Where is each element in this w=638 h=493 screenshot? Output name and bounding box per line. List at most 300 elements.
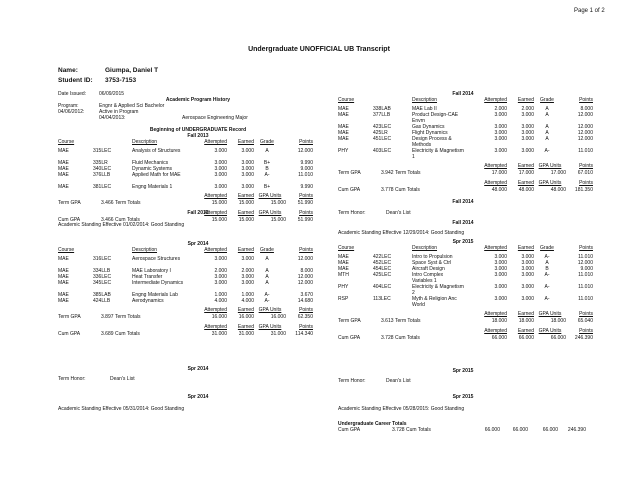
course-description: Design Process & Methods — [412, 136, 452, 148]
academic-standing: Academic Standing Effective 05/28/2015: Good Standing — [338, 406, 465, 412]
course-points: 9.990 — [300, 184, 313, 190]
term-heading: Spr 2014 — [187, 241, 209, 247]
course-attempted: 3.000 — [494, 266, 507, 272]
course-points: 12.000 — [577, 136, 593, 142]
course-points: 11.010 — [578, 296, 593, 302]
col-points: Points — [579, 311, 593, 317]
course-attempted: 1.000 — [214, 292, 227, 298]
term-totals-label: Term Totals — [115, 200, 141, 206]
course-description: Myth & Religion Anc World — [412, 296, 457, 308]
course-grade: A — [545, 112, 549, 118]
course-description: Engng Materials 1 — [132, 184, 173, 190]
course-subject: MAE — [58, 292, 69, 298]
course-earned: 2.000 — [521, 106, 534, 112]
academic-standing: Academic Standing Effective 01/02/2014: Good Standing — [58, 222, 185, 228]
cum-gpa-label: Cum GPA — [58, 217, 81, 223]
term-attempted: 16.000 — [211, 314, 227, 320]
col-earned: Earned — [237, 193, 254, 199]
cum-gpa: 3.466 — [101, 217, 114, 223]
cum-attempted: 31.000 — [211, 331, 227, 337]
course-grade: B — [545, 266, 549, 272]
col-attempted: Attempted — [484, 97, 507, 103]
course-subject: MAE — [58, 256, 69, 262]
course-earned: 3.000 — [521, 112, 534, 118]
col-attempted: Attempted — [204, 324, 227, 330]
course-subject: MAE — [58, 184, 69, 190]
cum-totals-label: Cum Totals — [115, 331, 140, 337]
cum-gpa-units: 31.000 — [270, 331, 286, 337]
course-earned: 3.000 — [241, 160, 254, 166]
cum-gpa-units: 66.000 — [550, 335, 566, 341]
course-grade: A- — [264, 292, 270, 298]
cum-earned: 48.000 — [518, 187, 534, 193]
course-attempted: 3.000 — [494, 284, 507, 290]
col-earned: Earned — [517, 328, 534, 334]
course-subject: MAE — [58, 280, 69, 286]
course-grade: A — [545, 260, 549, 266]
course-points: 14.680 — [297, 298, 313, 304]
course-earned: 3.000 — [521, 148, 534, 154]
col-description: Description — [412, 245, 438, 251]
course-description: MAE Lab II — [412, 106, 437, 112]
term-earned: 17.000 — [518, 170, 534, 176]
course-number: 336LEC — [93, 274, 112, 280]
col-attempted: Attempted — [204, 193, 227, 199]
cum-totals-label: Cum Totals — [115, 217, 140, 223]
col-description: Description — [412, 97, 438, 103]
course-subject: MAE — [58, 172, 69, 178]
course-earned: 3.000 — [241, 184, 254, 190]
course-description: Space Syst & Ctrl — [412, 260, 452, 266]
course-grade: A — [545, 106, 549, 112]
cum-totals-label: Cum Totals — [395, 187, 420, 193]
course-number: 452LEC — [373, 260, 392, 266]
course-attempted: 2.000 — [494, 106, 507, 112]
course-description: Analysis of Structures — [132, 148, 181, 154]
term-gpa-units: 15.000 — [270, 200, 286, 206]
cum-points: 181.350 — [574, 187, 593, 193]
col-earned: Earned — [237, 210, 254, 216]
course-attempted: 3.000 — [214, 172, 227, 178]
col-gpa-units: GPA Units — [258, 210, 282, 216]
course-description: Aircraft Design — [412, 266, 445, 272]
col-points: Points — [579, 163, 593, 169]
term-heading: Spr 2015 — [452, 239, 474, 245]
cum-gpa-label: Cum GPA — [338, 187, 361, 193]
course-attempted: 3.000 — [214, 280, 227, 286]
course-subject: MAE — [58, 166, 69, 172]
course-earned: 4.000 — [241, 298, 254, 304]
term-attempted: 17.000 — [491, 170, 507, 176]
course-points: 9.000 — [580, 266, 593, 272]
term-gpa-units: 16.000 — [270, 314, 286, 320]
course-points: 12.000 — [297, 148, 313, 154]
course-grade: B+ — [263, 184, 271, 190]
student-id-label: Student ID: — [58, 77, 93, 84]
course-number: 376LLB — [93, 172, 111, 178]
term-honor: Dean's List — [386, 378, 411, 384]
col-attempted: Attempted — [204, 210, 227, 216]
col-attempted: Attempted — [484, 180, 507, 186]
course-points: 8.000 — [300, 268, 313, 274]
cum-gpa: 3.778 — [381, 187, 394, 193]
career-cum-gpa: 3.728 — [392, 427, 405, 433]
date-issued-label: Date Issued: — [58, 91, 87, 97]
program-history-title: Academic Program History — [165, 97, 231, 103]
course-grade: A — [265, 274, 269, 280]
course-description: Applied Math for MAE — [132, 172, 181, 178]
course-points: 11.010 — [578, 272, 593, 278]
course-number: 335LR — [93, 160, 108, 166]
course-number: 113LEC — [373, 296, 391, 302]
col-gpa-units: GPA Units — [538, 180, 562, 186]
col-course: Course — [58, 139, 75, 145]
course-points: 12.000 — [577, 260, 593, 266]
course-description: Dynamic Systems — [132, 166, 173, 172]
term-footer: Fall 2014 — [452, 220, 474, 226]
course-earned: 3.000 — [521, 272, 534, 278]
col-grade: Grade — [260, 139, 274, 145]
term-heading: Fall 2014 — [452, 91, 474, 97]
course-grade: A — [265, 148, 269, 154]
career-totals-title: Undergraduate Career Totals — [338, 421, 407, 427]
course-points: 11.010 — [578, 284, 593, 290]
course-subject: MAE — [338, 124, 349, 130]
course-number: 315LEC — [93, 148, 112, 154]
program-date-2: 04/04/2013: — [99, 115, 126, 121]
term-earned: 16.000 — [238, 314, 254, 320]
course-grade: A- — [264, 298, 270, 304]
course-attempted: 3.000 — [494, 112, 507, 118]
term-heading: Fall 2013 — [187, 133, 209, 139]
course-attempted: 2.000 — [214, 268, 227, 274]
col-points: Points — [299, 324, 313, 330]
cum-gpa-units: 48.000 — [550, 187, 566, 193]
course-earned: 3.000 — [241, 274, 254, 280]
course-grade: A — [545, 136, 549, 142]
col-course: Course — [338, 245, 355, 251]
term-gpa-label: Term GPA — [58, 314, 81, 320]
course-grade: A — [265, 268, 269, 274]
course-description: Gas Dynamics — [412, 124, 445, 130]
course-description: Engng Materials Lab — [132, 292, 178, 298]
course-points: 11.010 — [298, 172, 313, 178]
page-number: Page 1 of 2 — [574, 8, 605, 14]
course-grade: A — [545, 124, 549, 130]
course-subject: MAE — [338, 254, 349, 260]
course-earned: 3.000 — [521, 136, 534, 142]
col-gpa-units: GPA Units — [258, 193, 282, 199]
course-grade: A — [265, 256, 269, 262]
col-description: Description — [132, 139, 158, 145]
program-status-1: Active in Program — [99, 109, 139, 115]
term-gpa: 3.613 — [381, 318, 394, 324]
course-points: 12.000 — [297, 256, 313, 262]
course-points: 12.000 — [297, 280, 313, 286]
course-earned: 3.000 — [521, 130, 534, 136]
col-earned: Earned — [237, 307, 254, 313]
course-number: 340LEC — [93, 166, 112, 172]
course-grade: A- — [544, 254, 550, 260]
col-gpa-units: GPA Units — [538, 311, 562, 317]
career-attempted: 66.000 — [484, 427, 500, 433]
cum-points: 51.990 — [297, 217, 313, 223]
col-description: Description — [132, 247, 158, 253]
col-gpa-units: GPA Units — [538, 163, 562, 169]
term-footer: Spr 2015 — [452, 368, 474, 374]
course-description: Electricity & Magnetism 2 — [412, 284, 464, 296]
col-grade: Grade — [260, 247, 274, 253]
course-description: Intro to Propulsion — [412, 254, 453, 260]
student-id: 3753-7153 — [105, 77, 137, 84]
term-heading: Spr 2014 — [187, 394, 209, 400]
course-description: Product Design-CAE Envrn — [412, 112, 459, 124]
term-honor: Dean's List — [110, 376, 135, 382]
term-gpa: 3.466 — [101, 200, 114, 206]
course-attempted: 3.000 — [494, 254, 507, 260]
term-attempted: 18.000 — [491, 318, 507, 324]
course-number: 338LAB — [373, 106, 391, 112]
term-honor-label: Term Honor: — [58, 376, 86, 382]
term-points: 67.010 — [577, 170, 593, 176]
term-gpa: 3.942 — [381, 170, 394, 176]
program-date-1: 04/06/2012: — [58, 109, 85, 115]
course-points: 12.000 — [297, 274, 313, 280]
col-attempted: Attempted — [484, 163, 507, 169]
course-number: 381LEC — [93, 184, 112, 190]
term-gpa-label: Term GPA — [338, 170, 361, 176]
course-attempted: 3.000 — [214, 148, 227, 154]
course-earned: 3.000 — [521, 260, 534, 266]
course-grade: A — [265, 280, 269, 286]
course-attempted: 3.000 — [494, 272, 507, 278]
col-attempted: Attempted — [484, 311, 507, 317]
course-points: 8.000 — [580, 106, 593, 112]
course-attempted: 3.000 — [214, 160, 227, 166]
course-grade: A- — [544, 148, 550, 154]
career-points: 246.390 — [567, 427, 586, 433]
course-earned: 3.000 — [241, 172, 254, 178]
course-subject: MAE — [338, 112, 349, 118]
cum-gpa-label: Cum GPA — [58, 331, 81, 337]
col-attempted: Attempted — [204, 307, 227, 313]
course-attempted: 3.000 — [494, 148, 507, 154]
cum-gpa: 3.689 — [101, 331, 114, 337]
course-attempted: 3.000 — [214, 274, 227, 280]
course-subject: MAE — [58, 268, 69, 274]
name-label: Name: — [58, 67, 78, 74]
course-number: 422LEC — [373, 254, 392, 260]
col-earned: Earned — [517, 311, 534, 317]
cum-totals-label: Cum Totals — [395, 335, 420, 341]
course-earned: 3.000 — [241, 166, 254, 172]
col-points: Points — [299, 247, 313, 253]
course-subject: PHY — [338, 284, 349, 290]
course-points: 9.000 — [300, 166, 313, 172]
course-number: 345LEC — [93, 280, 112, 286]
course-points: 11.010 — [578, 148, 593, 154]
col-points: Points — [579, 97, 593, 103]
term-totals-label: Term Totals — [395, 170, 421, 176]
course-description: Intro Complex Variables 1 — [412, 272, 444, 284]
date-issued: 06/09/2015 — [99, 91, 125, 97]
course-attempted: 4.000 — [214, 298, 227, 304]
col-course: Course — [58, 247, 75, 253]
term-totals-label: Term Totals — [395, 318, 421, 324]
course-subject: MAE — [338, 136, 349, 142]
career-gpa-units: 66.000 — [542, 427, 558, 433]
course-points: 12.000 — [577, 124, 593, 130]
course-attempted: 3.000 — [214, 256, 227, 262]
course-subject: MAE — [338, 106, 349, 112]
course-number: 334LLB — [93, 268, 111, 274]
course-earned: 3.000 — [241, 256, 254, 262]
col-course: Course — [338, 97, 355, 103]
col-points: Points — [299, 193, 313, 199]
beginning-record: Beginning of UNDERGRADUATE Record — [149, 127, 247, 133]
course-attempted: 3.000 — [494, 260, 507, 266]
course-subject: MAE — [338, 266, 349, 272]
career-earned: 66.000 — [512, 427, 528, 433]
course-number: 404LEC — [373, 284, 392, 290]
cum-attempted: 48.000 — [491, 187, 507, 193]
course-earned: 3.000 — [521, 254, 534, 260]
col-earned: Earned — [237, 247, 254, 253]
course-description: Aerospace Structures — [132, 256, 181, 262]
course-description: Fluid Mechanics — [132, 160, 169, 166]
course-earned: 3.000 — [521, 296, 534, 302]
term-totals-label: Term Totals — [115, 314, 141, 320]
course-description: Heat Transfer — [132, 274, 163, 280]
student-name: Giumpa, Daniel T — [105, 67, 159, 74]
col-points: Points — [579, 245, 593, 251]
course-number: 423LEC — [373, 124, 392, 130]
col-attempted: Attempted — [204, 247, 227, 253]
cum-points: 114.340 — [295, 331, 313, 337]
col-gpa-units: GPA Units — [258, 307, 282, 313]
course-grade: B — [265, 166, 269, 172]
cum-gpa-units: 15.000 — [270, 217, 286, 223]
program-plan-2: Aerospace Engineering Major — [182, 115, 248, 121]
cum-gpa-label: Cum GPA — [338, 335, 361, 341]
col-gpa-units: GPA Units — [258, 324, 282, 330]
course-earned: 3.000 — [241, 148, 254, 154]
course-number: 424LLB — [93, 298, 111, 304]
course-earned: 3.000 — [521, 266, 534, 272]
course-points: 12.000 — [577, 112, 593, 118]
term-honor-label: Term Honor: — [338, 210, 366, 216]
course-attempted: 3.000 — [494, 136, 507, 142]
course-grade: B+ — [263, 160, 271, 166]
course-attempted: 3.000 — [494, 296, 507, 302]
col-attempted: Attempted — [204, 139, 227, 145]
col-points: Points — [299, 210, 313, 216]
cum-gpa: 3.728 — [381, 335, 394, 341]
course-attempted: 3.000 — [214, 166, 227, 172]
course-subject: MAE — [58, 148, 69, 154]
course-grade: A- — [544, 284, 550, 290]
col-attempted: Attempted — [484, 328, 507, 334]
col-earned: Earned — [517, 163, 534, 169]
col-grade: Grade — [540, 245, 554, 251]
cum-attempted: 15.000 — [211, 217, 227, 223]
course-earned: 3.000 — [241, 280, 254, 286]
course-subject: PHY — [338, 148, 349, 154]
course-grade: A — [545, 130, 549, 136]
course-subject: RSP — [338, 296, 349, 302]
col-earned: Earned — [517, 97, 534, 103]
term-footer: Fall 2014 — [452, 199, 474, 205]
course-number: 316LEC — [93, 256, 112, 262]
course-description: Aerodynamics — [132, 298, 164, 304]
course-attempted: 3.000 — [494, 124, 507, 130]
document-title: Undergraduate UNOFFICIAL UB Transcript — [248, 46, 390, 53]
course-earned: 3.000 — [521, 284, 534, 290]
course-number: 403LEC — [373, 148, 392, 154]
cum-points: 246.390 — [574, 335, 593, 341]
course-grade: A- — [264, 172, 270, 178]
course-number: 377LLB — [373, 112, 391, 118]
academic-standing: Academic Standing Effective 05/31/2014: Good Standing — [58, 406, 185, 412]
cum-earned: 15.000 — [238, 217, 254, 223]
course-number: 385LAB — [93, 292, 111, 298]
term-points: 51.990 — [297, 200, 313, 206]
col-attempted: Attempted — [484, 245, 507, 251]
course-points: 3.670 — [300, 292, 313, 298]
course-points: 11.010 — [578, 254, 593, 260]
course-earned: 1.000 — [241, 292, 254, 298]
term-heading: Spr 2015 — [452, 394, 474, 400]
term-earned: 15.000 — [238, 200, 254, 206]
course-description: Electricity & Magnetism 1 — [412, 148, 464, 160]
course-earned: 2.000 — [241, 268, 254, 274]
cum-earned: 66.000 — [518, 335, 534, 341]
course-description: MAE Laboratory I — [132, 268, 171, 274]
course-subject: MTH — [338, 272, 349, 278]
course-grade: A- — [544, 296, 550, 302]
col-points: Points — [579, 180, 593, 186]
col-points: Points — [299, 139, 313, 145]
term-gpa-units: 17.000 — [550, 170, 566, 176]
course-attempted: 3.000 — [214, 184, 227, 190]
course-subject: MAE — [58, 274, 69, 280]
cum-earned: 31.000 — [238, 331, 254, 337]
course-description: Intermediate Dynamics — [132, 280, 184, 286]
cum-attempted: 66.000 — [491, 335, 507, 341]
term-footer: Fall 2013 — [187, 210, 209, 216]
col-earned: Earned — [237, 139, 254, 145]
course-number: 425LR — [373, 130, 388, 136]
course-attempted: 3.000 — [494, 130, 507, 136]
col-earned: Earned — [237, 324, 254, 330]
academic-standing: Academic Standing Effective 12/29/2014: Good Standing — [338, 230, 465, 236]
col-gpa-units: GPA Units — [538, 328, 562, 334]
term-gpa-label: Term GPA — [58, 200, 81, 206]
course-points: 9.990 — [300, 160, 313, 166]
term-footer: Spr 2014 — [187, 366, 209, 372]
course-number: 454LEC — [373, 266, 392, 272]
col-points: Points — [579, 328, 593, 334]
course-earned: 3.000 — [521, 124, 534, 130]
program-label: Program: — [58, 103, 79, 109]
course-subject: MAE — [58, 298, 69, 304]
course-subject: MAE — [338, 130, 349, 136]
term-points: 65.040 — [577, 318, 593, 324]
term-earned: 18.000 — [518, 318, 534, 324]
course-number: 451LEC — [373, 136, 392, 142]
course-subject: MAE — [58, 160, 69, 166]
career-cum-gpa-label: Cum GPA — [338, 427, 361, 433]
